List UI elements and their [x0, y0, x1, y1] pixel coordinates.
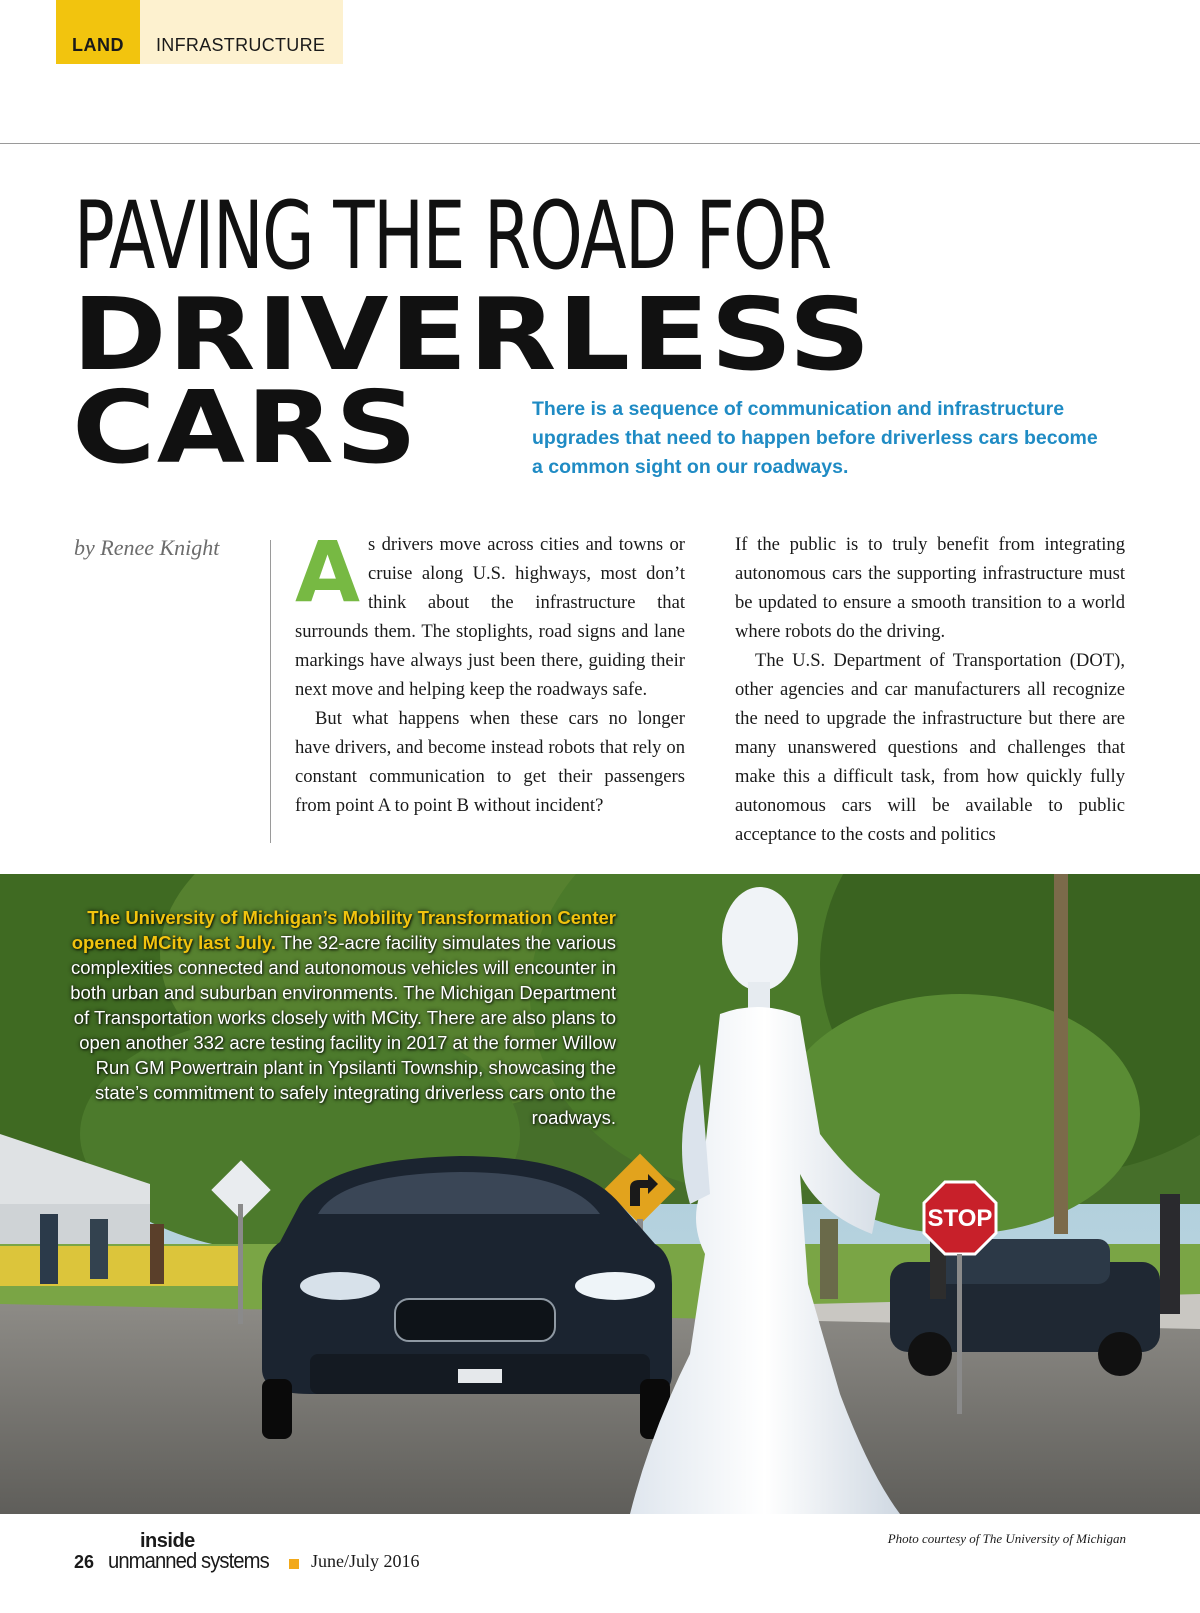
caption-lead: The University of Michigan’s Mobility Transformation Center opened MCity last July. — [71, 907, 616, 953]
header-divider — [0, 143, 1200, 144]
issue-date: June/July 2016 — [311, 1551, 420, 1571]
body-paragraph: If the public is to truly benefit from integrating autonomous cars the supporting infrastructure must be updated to ensure a smooth transition to a world where robots do the driving. — [735, 534, 1125, 642]
headline-line-2: DRIVERLESS — [72, 276, 872, 393]
byline-divider — [270, 540, 271, 843]
logo-wordmark-bottom: unmanned systems — [108, 1548, 269, 1573]
section-tag — [56, 0, 343, 64]
body-paragraph: The U.S. Department of Transportation (DOT), other agencies and car manufacturers all recognize the need to upgrade the infrastructure but there are many unanswered questions and challenges that make this a difficult task, from how quickly fully autonomous cars will be available to public acceptance to the costs and politics — [735, 650, 1125, 845]
section-label-infrastructure: INFRASTRUCTURE — [140, 0, 343, 64]
page-number: 26 — [74, 1552, 95, 1572]
footer-square-icon — [289, 1559, 299, 1569]
headline-line-1: PAVING THE ROAD FOR — [74, 182, 831, 291]
deck-subheadline: There is a sequence of communication and infrastructure upgrades that need to happen before driverless cars become a common sight on our roadways. — [532, 398, 1098, 478]
body-paragraph: But what happens when these cars no longer have drivers, and become instead robots that rely on constant communication to get their passengers from point A to point B without incident? — [295, 708, 685, 816]
drop-cap: A — [295, 523, 361, 621]
body-paragraph: s drivers move across cities and towns or cruise along U.S. highways, most don’t think about the infrastructure that surrounds them. The stoplights, road signs and lane markings have always just been there, guiding their next move and helping keep the roadways safe. — [295, 534, 685, 700]
body-column-1 — [295, 523, 685, 820]
logo-wordmark-top: inside — [140, 1530, 195, 1552]
caption-body: The 32-acre facility simulates the various complexities connected and autonomous vehicles will encounter in both urban and suburban environments. The Michigan Department of Transportation works closely with MCity. There are also plans to open another 332 acre testing facility in 2017 at the former Willow Run GM Powertrain plant in Ypsilanti Township, showcasing the state’s commitment to safely integrating driverless cars onto the roadways. — [70, 932, 616, 1128]
photo-caption — [70, 905, 616, 1130]
body-column-2 — [735, 530, 1125, 849]
byline: by Renee Knight — [74, 535, 220, 560]
svg-text:STOP: STOP — [927, 1205, 993, 1232]
headline-line-3: CARS — [72, 369, 419, 486]
section-label-land: LAND — [56, 0, 140, 64]
publication-logo — [108, 1530, 288, 1574]
photo-credit: Photo courtesy of The University of Michigan — [887, 1531, 1126, 1546]
